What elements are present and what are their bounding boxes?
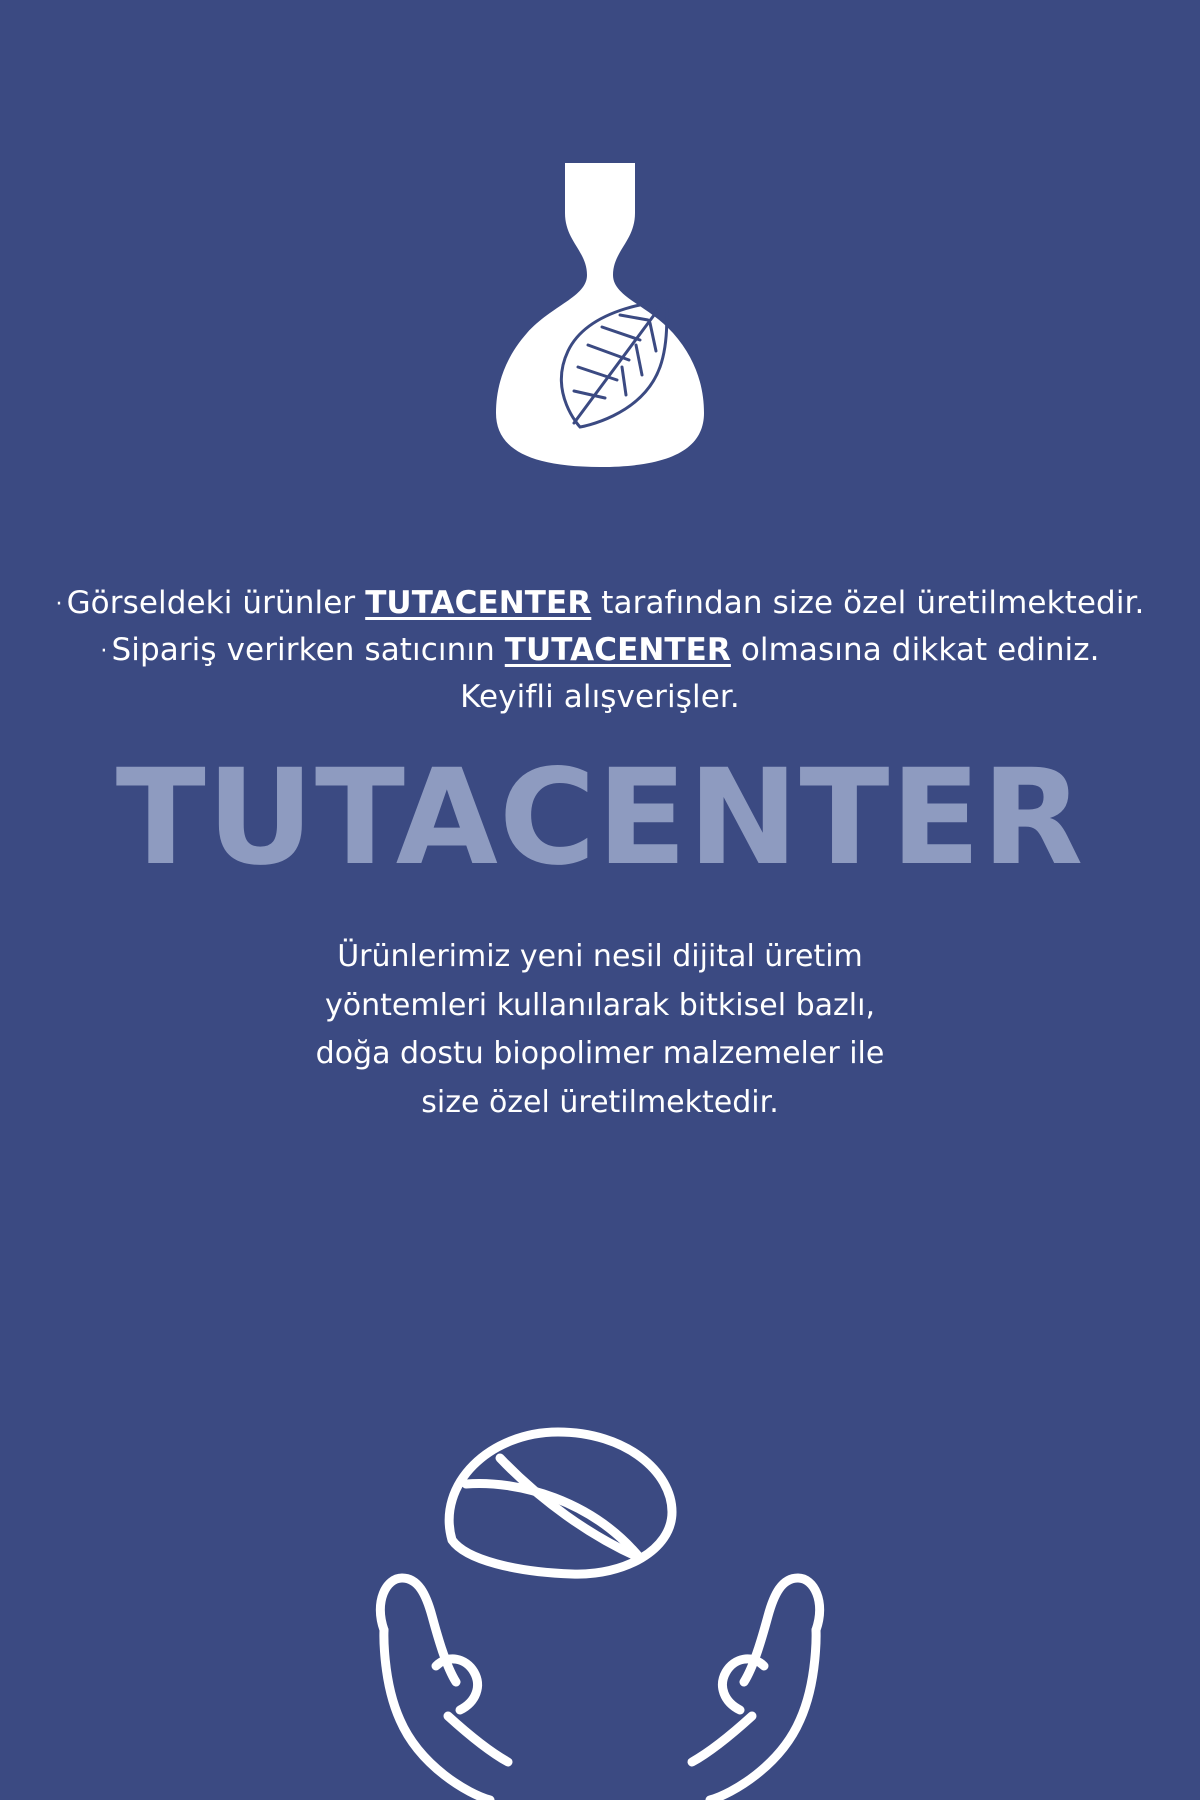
brand-wordmark: TUTACENTER [115, 741, 1085, 896]
vase-logo [450, 150, 750, 480]
description-line-4: size özel üretilmektedir. [421, 1084, 779, 1120]
bullet-icon: · [55, 591, 63, 617]
notice-line-2-after: olmasına dikkat ediniz. [730, 632, 1100, 669]
vase-with-leaf-icon [470, 155, 730, 475]
brand-name-inline: TUTACENTER [365, 585, 592, 621]
notice-line-1-before: Görseldeki ürünler [66, 585, 366, 621]
bullet-icon: · [100, 638, 108, 664]
notice-block [5, 580, 1195, 721]
notice-line-2-before: Sipariş verirken satıcının [111, 632, 505, 669]
notice-line-1-after: tarafından size özel üretilmektedir. [591, 585, 1145, 621]
notice-line-1 [5, 580, 1195, 627]
description-block [150, 933, 1050, 1127]
description-line-2: yöntemleri kullanılarak bitkisel bazlı, [325, 987, 875, 1023]
description-line-1: Ürünlerimiz yeni nesil dijital üretim [337, 939, 863, 975]
brand-name-inline: TUTACENTER [504, 632, 731, 669]
notice-line-3: Keyifli alışverişler. [460, 679, 740, 716]
hands-holding-leaf-icon [340, 1380, 860, 1800]
notice-line-2 [5, 627, 1195, 674]
description-line-3: doğa dostu biopolimer malzemeler ile [315, 1036, 885, 1072]
hands-illustration [340, 1380, 860, 1800]
